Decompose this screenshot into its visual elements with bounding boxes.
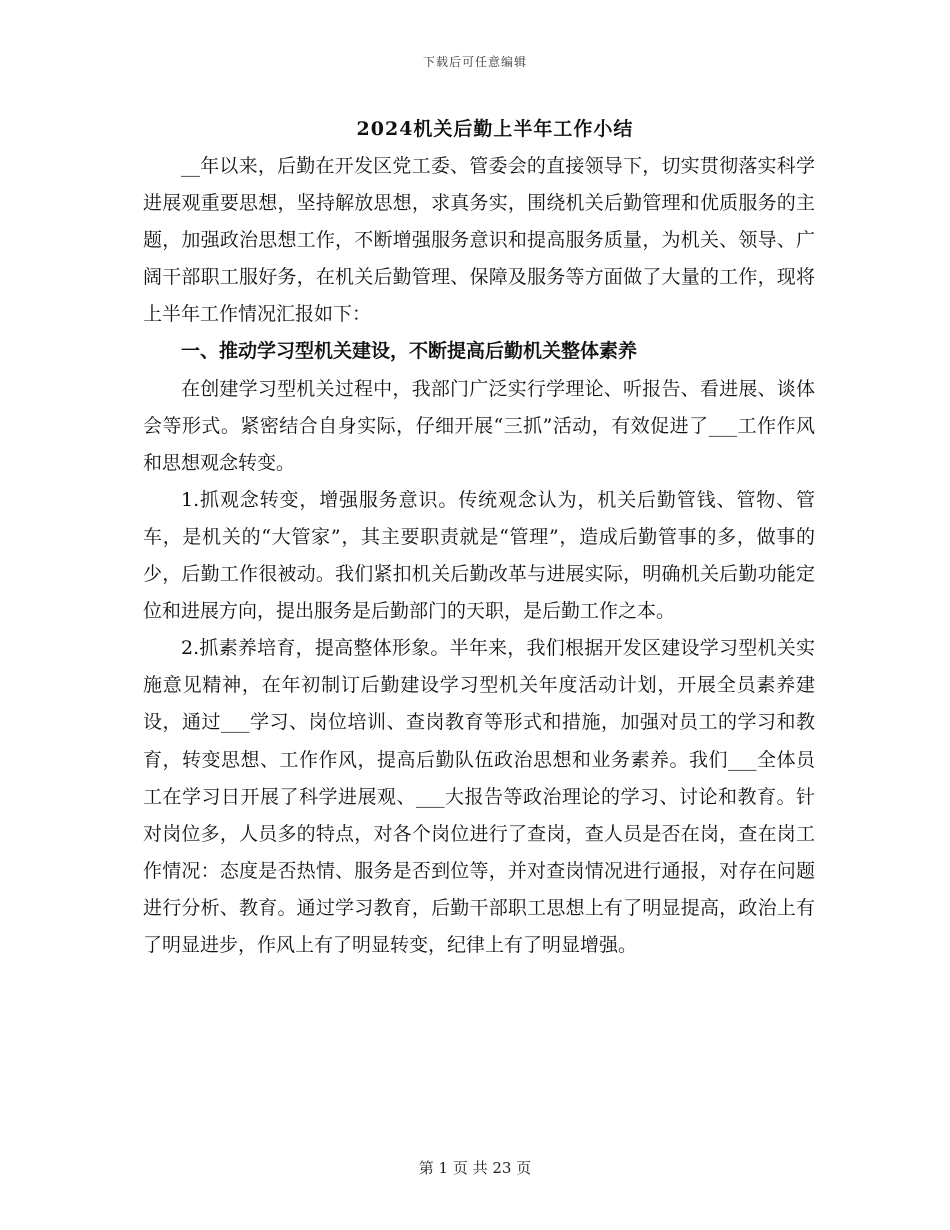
page-footer: 第 1 页 共 23 页 xyxy=(418,1159,532,1177)
header-note: 下载后可任意编辑 xyxy=(422,55,527,69)
document-body xyxy=(143,148,815,964)
item-1-paragraph: 1.抓观念转变，增强服务意识。传统观念认为，机关后勤管钱、管物、管车，是机关的“大管家”，其主要职责就是“管理”，造成后勤管事的多，做事的少，后勤工作很被动。我们紧扣机关后勤改革与进展实际，明确机关后勤功能定位和进展方向，提出服务是后勤部门的天职，是后勤工作之本。 xyxy=(143,488,815,623)
item-2-paragraph: 2.抓素养培育，提高整体形象。半年来，我们根据开发区建设学习型机关实施意见精神，在年初制订后勤建设学习型机关年度活动计划，开展全员素养建设，通过___学习、岗位培训、查岗教育等形式和措施，加强对员工的学习和教育，转变思想、工作作风，提高后勤队伍政治思想和业务素养。我们___全体员工在学习日开展了科学进展观、___大报告等政治理论的学习、讨论和教育。针对岗位多，人员多的特点，对各个岗位进行了查岗，查人员是否在岗，查在岗工作情况：态度是否热情、服务是否到位等，并对查岗情况进行通报，对存在问题进行分析、教育。通过学习教育，后勤干部职工思想上有了明显提高，政治上有了明显进步，作风上有了明显转变，纪律上有了明显增强。 xyxy=(143,637,815,956)
intro-paragraph: __年以来，后勤在开发区党工委、管委会的直接领导下，切实贯彻落实科学进展观重要思想，坚持解放思想，求真务实，围绕机关后勤管理和优质服务的主题，加强政治思想工作，不断增强服务意识和提高服务质量，为机关、领导、广阔干部职工服好务，在机关后勤管理、保障及服务等方面做了大量的工作，现将上半年工作情况汇报如下： xyxy=(143,155,815,326)
section-heading-1: 一、推动学习型机关建设，不断提高后勤机关整体素养 xyxy=(181,340,638,363)
section-1-paragraph: 在创建学习型机关过程中，我部门广泛实行学理论、听报告、看进展、谈体会等形式。紧密结合自身实际，仔细开展“三抓”活动，有效促进了___工作作风和思想观念转变。 xyxy=(143,377,815,474)
document-title: 2024机关后勤上半年工作小结 xyxy=(356,118,634,140)
